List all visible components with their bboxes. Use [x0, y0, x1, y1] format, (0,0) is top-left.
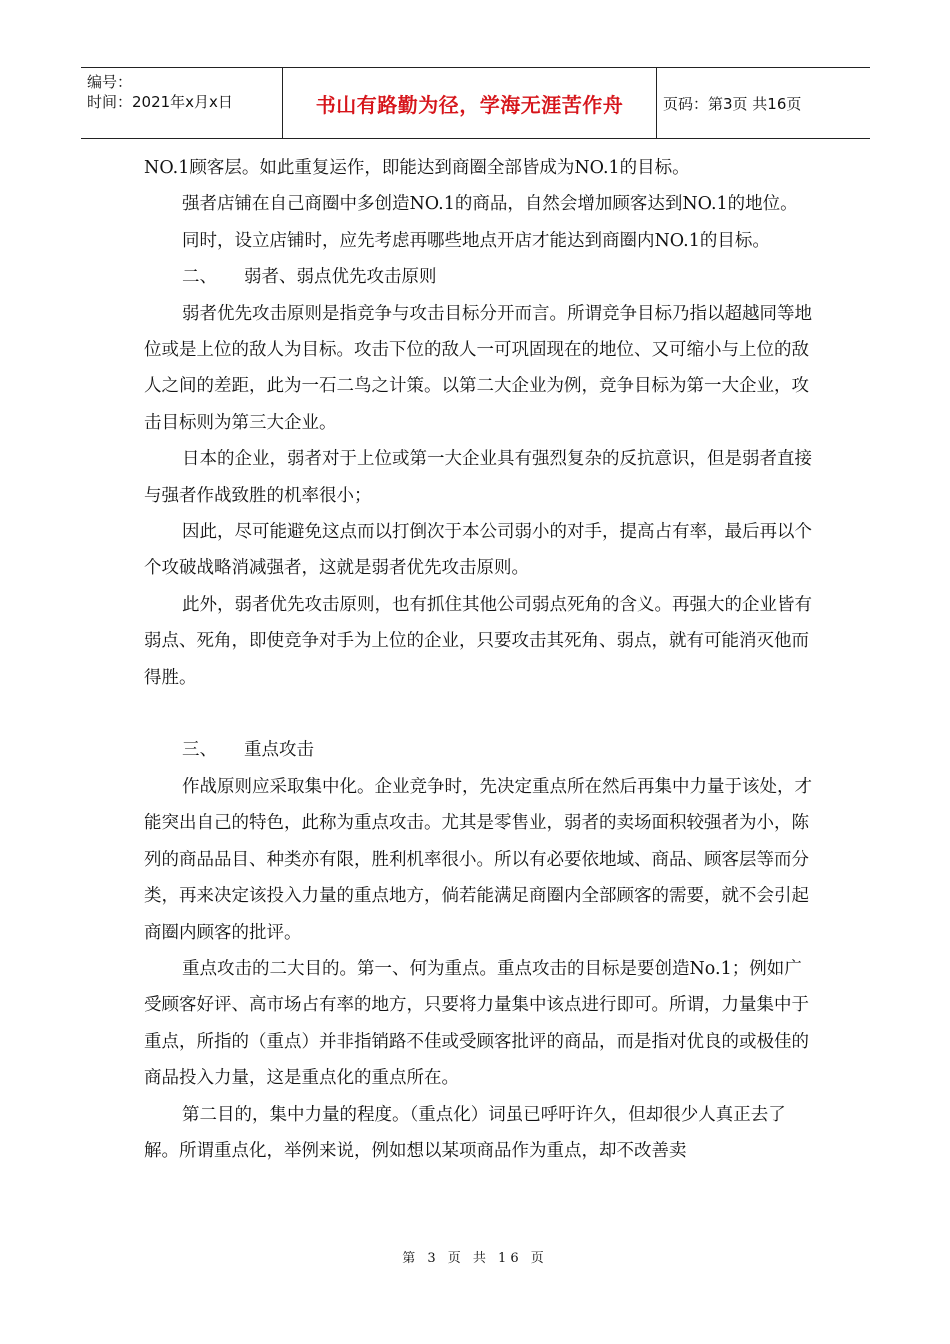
paragraph: 第二目的，集中力量的程度。（重点化）词虽已呼吁许久，但却很少人真正去了解。所谓重点化，举例来说，例如想以某项商品作为重点，却不改善卖	[144, 1104, 786, 1161]
paragraph: 重点攻击的二大目的。第一、何为重点。重点攻击的目标是要创造No.1；例如广受顾客好评、高市场占有率的地方，只要将力量集中该点进行即可。所谓，力量集中于重点，所指的（重点）并非指销路不佳或受顾客批评的商品，而是指对优良的或极佳的商品投入力量，这是重点化的重点所在。	[144, 958, 809, 1089]
section-number: 二、	[182, 267, 217, 288]
section-heading	[144, 259, 816, 295]
time-label: 时间：2021年x月x日	[87, 93, 233, 111]
section-heading	[144, 732, 816, 768]
document-body	[144, 150, 816, 1169]
paragraph: 同时，设立店铺时，应先考虑再哪些地点开店才能达到商圈内NO.1的目标。	[182, 230, 770, 251]
section-number: 三、	[182, 740, 217, 761]
paragraph: 作战原则应采取集中化。企业竞争时，先决定重点所在然后再集中力量于该处，才能突出自己的特色，此称为重点攻击。尤其是零售业，弱者的卖场面积较强者为小，陈列的商品品目、种类亦有限，胜利机率很小。所以有必要依地域、商品、顾客层等而分类，再来决定该投入力量的重点地方，倘若能满足商圈内全部顾客的需要，就不会引起商圈内顾客的批评。	[144, 776, 812, 943]
paragraph: 因此，尽可能避免这点而以打倒次于本公司弱小的对手，提高占有率，最后再以个个攻破战略消减强者，这就是弱者优先攻击原则。	[144, 522, 812, 579]
paragraph: 弱者优先攻击原则是指竞争与攻击目标分开而言。所谓竞争目标乃指以超越同等地位或是上位的敌人为目标。攻击下位的敌人一可巩固现在的地位、又可缩小与上位的敌人之间的差距，此为一石二鸟之计策。以第二大企业为例，竞争目标为第一大企业，攻击目标则为第三大企业。	[144, 303, 812, 433]
document-header	[81, 67, 870, 139]
paragraph: 此外，弱者优先攻击原则，也有抓住其他公司弱点死角的含义。再强大的企业皆有弱点、死角，即使竞争对手为上位的企业，只要攻击其死角、弱点，就有可能消灭他而得胜。	[144, 594, 812, 688]
section-title: 重点攻击	[244, 740, 314, 761]
number-label: 编号：	[87, 73, 133, 91]
header-motto-cell	[283, 68, 657, 138]
paragraph: 日本的企业，弱者对于上位或第一大企业具有强烈复杂的反抗意识，但是弱者直接与强者作战致胜的机率很小；	[144, 449, 812, 506]
header-page-code	[657, 68, 870, 138]
header-motto: 书山有路勤为径，学海无涯苦作舟	[315, 92, 624, 117]
page-code: 页码：第3页 共16页	[663, 94, 802, 113]
paragraph: NO.1顾客层。如此重复运作，即能达到商圈全部皆成为NO.1的目标。	[144, 158, 690, 178]
paragraph: 强者店铺在自己商圈中多创造NO.1的商品，自然会增加顾客达到NO.1的地位。	[182, 194, 798, 215]
page-footer: 第 3 页 共 16 页	[402, 1251, 548, 1266]
section-title: 弱者、弱点优先攻击原则	[244, 267, 437, 288]
blank-line	[144, 696, 816, 732]
header-meta	[81, 68, 283, 138]
